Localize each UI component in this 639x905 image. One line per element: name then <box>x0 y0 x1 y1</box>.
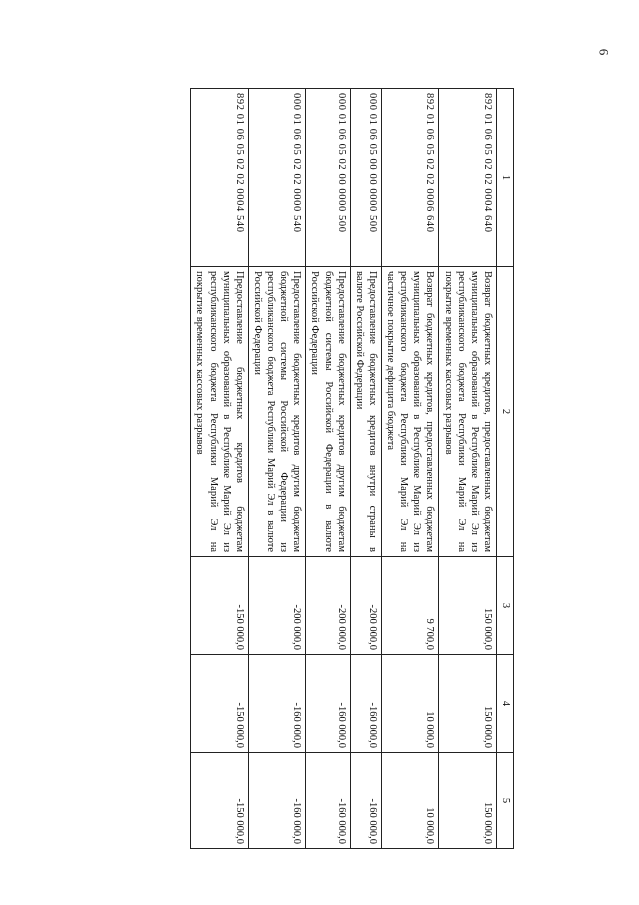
page-number: 6 <box>596 48 612 56</box>
row-value-4: 150 000,0 <box>439 655 497 753</box>
row-code: 892 01 06 05 02 02 0004 640 <box>439 89 497 267</box>
row-name: Возврат бюджетных кредитов, предоставленных бюджетам муниципальных образований в Республике Марий Эл из республиканского бюджета Республики Марий Эл на частичное покрытие дефицита бюджета <box>382 267 440 557</box>
landscape-content <box>122 88 514 848</box>
row-value-3: 150 000,0 <box>439 557 497 655</box>
row-value-5: -160 000,0 <box>306 753 350 849</box>
table-header <box>497 89 514 849</box>
row-value-5: -160 000,0 <box>350 753 381 849</box>
header-row <box>497 89 514 849</box>
row-value-3: -200 000,0 <box>248 557 306 655</box>
row-value-3: 9 700,0 <box>382 557 440 655</box>
header-col-2: 2 <box>497 267 514 557</box>
row-value-5: -160 000,0 <box>248 753 306 849</box>
row-value-3: -200 000,0 <box>350 557 381 655</box>
row-name: Предоставление бюджетных кредитов другим бюджетам бюджетной системы Российской Федерации из республиканского бюджета Республики Марий Эл в валюте Российской Федерации <box>248 267 306 557</box>
row-code: 000 01 06 05 00 00 0000 500 <box>350 89 381 267</box>
row-value-3: -200 000,0 <box>306 557 350 655</box>
row-name: Предоставление бюджетных кредитов другим бюджетам бюджетной системы Российской Федерации в валюте Российской Федерации <box>306 267 350 557</box>
row-code: 892 01 06 05 02 02 0004 540 <box>191 89 249 267</box>
row-code: 000 01 06 05 02 02 0000 540 <box>248 89 306 267</box>
row-name: Предоставление бюджетных кредитов внутри страны в валюте Российской Федерации <box>350 267 381 557</box>
row-value-4: -150 000,0 <box>191 655 249 753</box>
table-row <box>350 89 381 849</box>
row-code: 892 01 06 05 02 02 0006 640 <box>382 89 440 267</box>
row-code: 000 01 06 05 02 00 0000 500 <box>306 89 350 267</box>
table-body <box>191 89 497 849</box>
table-row <box>191 89 249 849</box>
row-value-5: -150 000,0 <box>191 753 249 849</box>
table-row <box>382 89 440 849</box>
header-col-3: 3 <box>497 557 514 655</box>
budget-sources-table <box>190 88 514 849</box>
row-value-4: -160 000,0 <box>248 655 306 753</box>
row-value-3: -150 000,0 <box>191 557 249 655</box>
row-value-4: -160 000,0 <box>306 655 350 753</box>
header-col-1: 1 <box>497 89 514 267</box>
header-col-5: 5 <box>497 753 514 849</box>
header-col-4: 4 <box>497 655 514 753</box>
table-row <box>248 89 306 849</box>
row-value-4: -160 000,0 <box>350 655 381 753</box>
row-value-5: 150 000,0 <box>439 753 497 849</box>
table-row <box>306 89 350 849</box>
row-name: Предоставление бюджетных кредитов бюджетам муниципальных образований в Республике Марий Эл из республиканского бюджета Республики Марий Эл на покрытие временных кассовых разрывов <box>191 267 249 557</box>
row-value-5: 10 000,0 <box>382 753 440 849</box>
table-row <box>439 89 497 849</box>
row-value-4: 10 000,0 <box>382 655 440 753</box>
row-name: Возврат бюджетных кредитов, предоставленных бюджетам муниципальных образований в Республике Марий Эл из республиканского бюджета Республики Марий Эл на покрытие временных кассовых разрывов <box>439 267 497 557</box>
